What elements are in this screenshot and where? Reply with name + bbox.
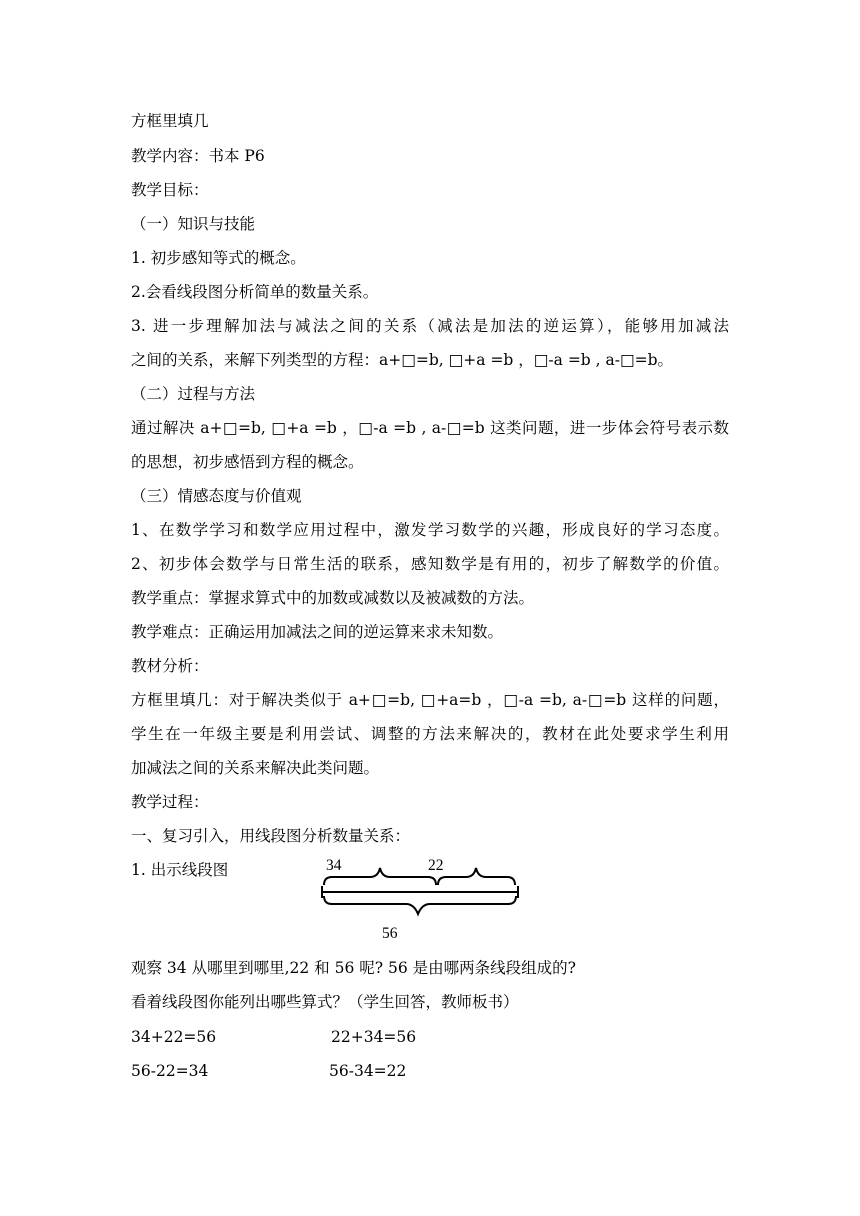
doc-title: 方框里填几 xyxy=(131,112,209,130)
analysis-line3: 加减法之间的关系来解决此类问题。 xyxy=(131,759,380,777)
list-equations-question: 看着线段图你能列出哪些算式？（学生回答，教师板书） xyxy=(131,993,519,1011)
section-attitude-heading: （三）情感态度与价值观 xyxy=(131,487,302,505)
total-label-56: 56 xyxy=(382,925,398,942)
teaching-content: 教学内容：书本 P6 xyxy=(131,147,265,165)
analysis-line2: 学生在一年级主要是利用尝试、调整的方法来解决的，教材在此处要求学生利用 xyxy=(131,725,729,743)
attitude-item-1: 1、在数学学习和数学应用过程中，激发学习数学的兴趣，形成良好的学习态度。 xyxy=(131,521,729,539)
equation-4: 56-34=22 xyxy=(329,1062,407,1080)
difficulty-point: 教学难点：正确运用加减法之间的逆运算来求未知数。 xyxy=(131,623,504,641)
segment-label-34: 34 xyxy=(326,857,342,874)
step-1-label: 1. 出示线段图 xyxy=(131,861,229,879)
process-text-line1: 通过解决 a+□=b, □+a =b ，□-a =b , a-□=b 这类问题，进一步体会符号表示数 xyxy=(131,419,729,437)
segment-label-22: 22 xyxy=(428,857,444,874)
analysis-heading: 教材分析： xyxy=(131,657,209,675)
equation-3: 56-22=34 xyxy=(131,1062,209,1080)
brace-total-56 xyxy=(324,896,516,914)
process-heading: 教学过程： xyxy=(131,793,209,811)
analysis-line1: 方框里填几：对于解决类似于 a+□=b, □+a=b ，□-a =b, a-□=b 这样的问题， xyxy=(131,691,729,709)
section-knowledge-heading: （一）知识与技能 xyxy=(131,215,256,233)
process-text-line2: 的思想，初步感悟到方程的概念。 xyxy=(131,453,364,471)
attitude-item-2: 2、初步体会数学与日常生活的联系，感知数学是有用的，初步了解数学的价值。 xyxy=(131,555,729,573)
knowledge-item-3-line2: 之间的关系，来解下列类型的方程：a+□=b, □+a =b ，□-a =b , a-□=b。 xyxy=(131,351,674,369)
objectives-heading: 教学目标： xyxy=(131,181,209,199)
equation-1: 34+22=56 xyxy=(131,1028,217,1046)
observe-question: 观察 34 从哪里到哪里,22 和 56 呢? 56 是由哪两条线段组成的? xyxy=(131,959,576,977)
brace-segment-22 xyxy=(438,868,515,885)
knowledge-item-3-line1: 3. 进一步理解加法与减法之间的关系（减法是加法的逆运算），能够用加减法 xyxy=(131,317,729,335)
knowledge-item-2: 2.会看线段图分析简单的数量关系。 xyxy=(131,283,379,301)
knowledge-item-1: 1. 初步感知等式的概念。 xyxy=(131,249,306,267)
segment-diagram xyxy=(318,850,528,945)
key-point: 教学重点：掌握求算式中的加数或减数以及被减数的方法。 xyxy=(131,589,535,607)
review-heading: 一、复习引入，用线段图分析数量关系： xyxy=(131,827,411,845)
section-process-heading: （二）过程与方法 xyxy=(131,385,256,403)
equation-2: 22+34=56 xyxy=(331,1028,417,1046)
